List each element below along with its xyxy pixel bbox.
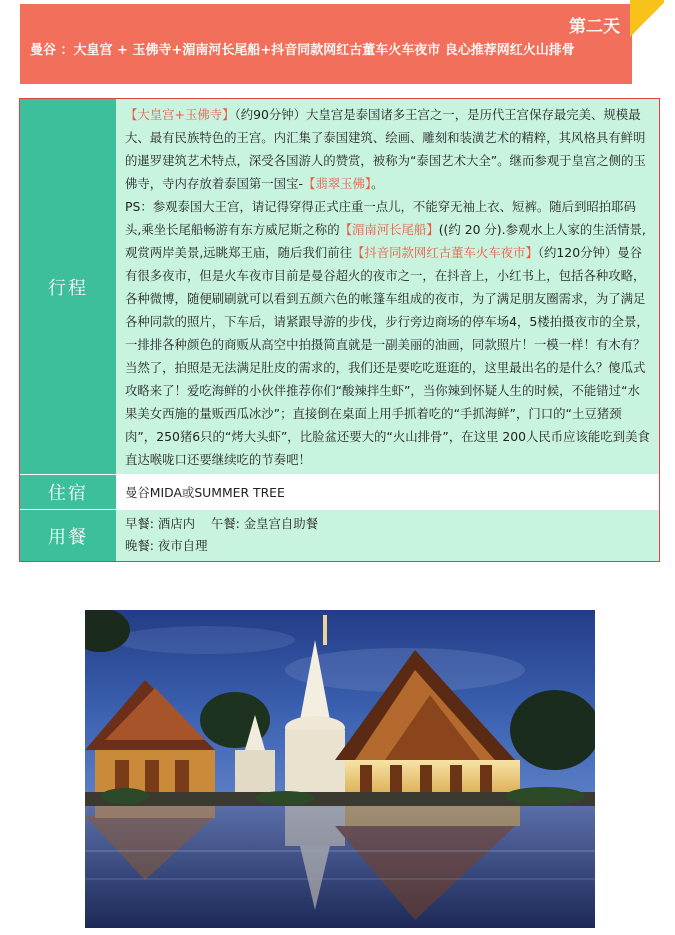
temple-photo-illustration [85, 610, 595, 928]
itinerary-table [19, 98, 660, 562]
highlight-text: 【湄南河长尾船】 [339, 222, 439, 237]
meals-label: 用餐 [20, 510, 116, 561]
corner-ribbon [630, 0, 664, 40]
schedule-row [20, 99, 659, 475]
day-route: 曼谷 ：大皇宫 + 玉佛寺+湄南河长尾船+抖音同款网红古董车火车夜市 良心推荐网红火山排骨 [30, 43, 575, 58]
schedule-segment: （约90分钟）大皇宫是泰国诸多王宫之一，是历代王宫保存最完美、规模最大、最有民族特色的王宫。内汇集了泰国建筑、绘画、雕刻和装潢艺术的精粹，其风格具有鲜明的暹罗建筑艺术特点，深受各国游人的赞赏，被称为“泰国艺术大全”。继而参观于皇宫之侧的玉佛寺，寺内存放着泰国第一国宝- [125, 107, 646, 191]
schedule-label: 行程 [20, 99, 116, 474]
highlight-text: 【翡翠玉佛】 [302, 176, 372, 191]
schedule-segment: ((约 20 分).参观水上人家的生活情景,观赏两岸美景,远眺郑王庙，随后我们前往 [125, 222, 646, 260]
meals-row [20, 510, 659, 561]
hotel-label: 住宿 [20, 475, 116, 509]
schedule-segment: 。 [371, 176, 384, 191]
schedule-text [116, 99, 659, 474]
meals-text [116, 510, 659, 561]
schedule-segment: （约120分钟）曼谷有很多夜市，但是火车夜市目前是曼谷超火的夜市之一，在抖音上，小红书上，包括各种攻略，各种微博，随便刷刷就可以看到五颜六色的帐篷车组成的夜市，为了满足朋友圈需求，为了满足各种同款的照片，下车后，请紧跟导游的步伐，步行旁边商场的停车场4，5楼拍摄夜市的全景，一排排各种颜色的商贩从高空中拍摄简直就是一副美丽的油画，同款照片！一模一样！有木有？ 当然了，拍照是无法满足肚皮的需求的，我们还是要吃吃逛逛的，这里最出名的是什么？傻瓜式攻略来了！爱吃海鲜的小伙伴推荐你们“酸辣拌生虾”，当你辣到怀疑人生的时候，不能错过“水果美女西施的量贩西瓜冰沙”；直接倒在桌面上用手抓着吃的“手抓海鲜”，门口的“土豆猪颈肉”，250猪6只的“烤大头虾”，比脸盆还要大的“火山排骨”，在这里 200人民币应该能吃到美食直达喉咙口还要继续吃的节奏吧！ [125, 245, 650, 467]
highlight-text: 【抖音同款网红古董车火车夜市】 [351, 245, 538, 260]
day-banner [20, 4, 632, 84]
highlight-text: 【大皇宫+玉佛寺】 [125, 107, 235, 122]
meals-line-2: 晚餐: 夜市自理 [125, 538, 208, 553]
temple-photo [85, 610, 595, 928]
meals-line-1: 早餐: 酒店内 午餐: 金皇宫自助餐 [125, 516, 319, 531]
schedule-segment: PS：参观泰国大王宫，请记得穿得正式庄重一点儿，不能穿无袖上衣、短裤。随后到昭拍耶码头,乘坐长尾船畅游有东方威尼斯之称的 [125, 199, 636, 237]
hotel-row [20, 475, 659, 510]
day-title: 第二天 [569, 17, 620, 37]
hotel-text: 曼谷MIDA或SUMMER TREE [116, 475, 659, 509]
